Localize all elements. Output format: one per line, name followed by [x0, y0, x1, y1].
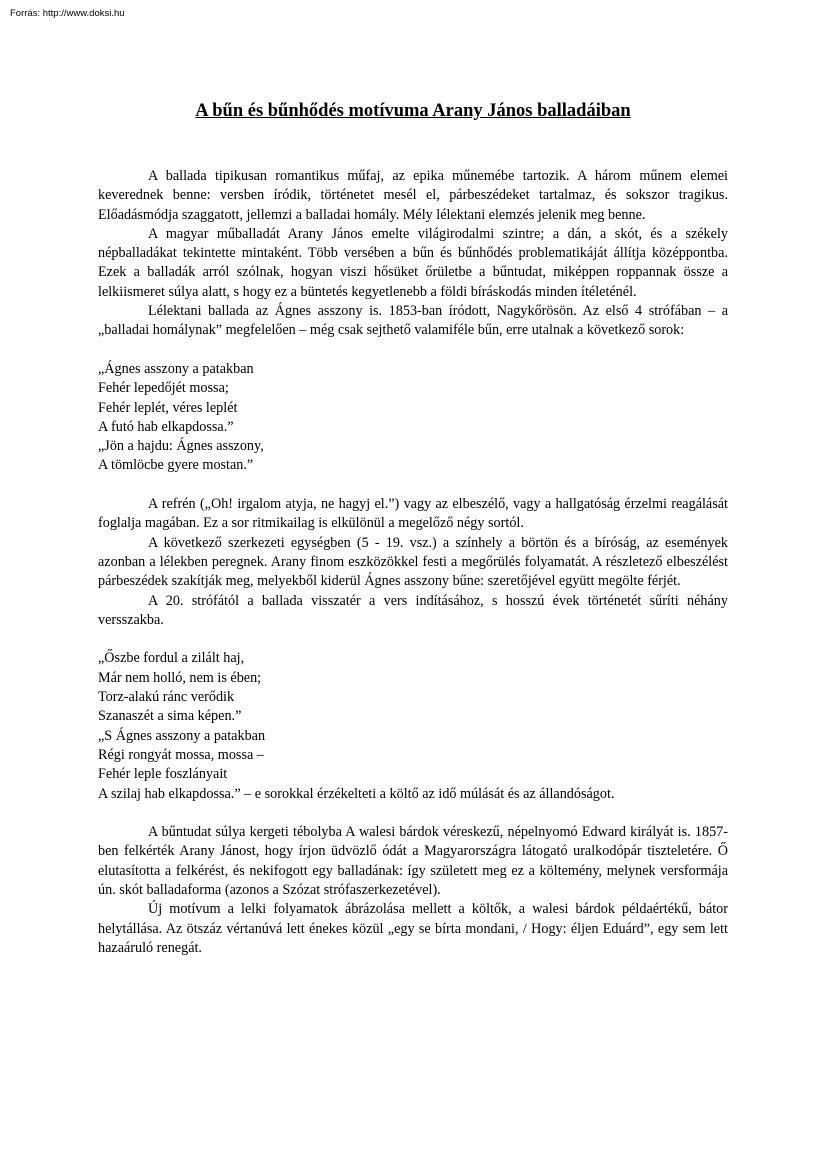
verse-line: Régi rongyát mossa, mossa – [98, 746, 264, 763]
verse-line: A futó hab elkapdossa.” [98, 418, 234, 435]
verse-line: Fehér leple foszlányait [98, 766, 228, 783]
paragraph: A ballada tipikusan romantikus műfaj, az epika műnemébe tartozik. A három műnem elemei keverednek benne: versben íródik, történetet mesél el, párbeszédeket tartalmaz, és sokszor tragikus. Előadásmódja szaggatott, jellemzi a balladai homály. Mély lélektani elemzés jelenik meg benne. [98, 168, 728, 223]
paragraph: A refrén („Oh! irgalom atyja, ne hagyj el.”) vagy az elbeszélő, vagy a hallgatóság érzelmi reagálását foglalja magában. Ez a sor ritmikailag is elkülönül a megelőző négy sortól. [98, 496, 728, 532]
document-title: A bűn és bűnhődés motívuma Arany János balladáiban [195, 101, 631, 121]
document-page [98, 99, 728, 958]
verse-line: „Őszbe fordul a zilált haj, [98, 650, 245, 667]
paragraph: A 20. strófától a ballada visszatér a vers indításához, s hosszú évek történetét sűríti néhány versszakba. [98, 592, 728, 628]
verse-line: Szanaszét a sima képen.” [98, 708, 242, 725]
verse-line: „Ágnes asszony a patakban [98, 360, 254, 377]
verse-line: Már nem holló, nem is ében; [98, 669, 262, 686]
verse-line: Fehér leplét, véres leplét [98, 399, 238, 416]
verse-line: Torz-alakú ránc verődik [98, 689, 235, 706]
paragraph: A következő szerkezeti egységben (5 - 19. vsz.) a színhely a börtön és a bíróság, az események azonban a lélekben peregnek. Arany finom eszközökkel festi a megőrülés folyamatát. A részletező elbeszélést párbeszédek szakítják meg, melyekből kiderül Ágnes asszony bűne: szeretőjével együtt megölte férjét. [98, 534, 728, 590]
verse-line: A szilaj hab elkapdossa.” – e sorokkal érzékelteti a költő az idő múlását és az állandóságot. [98, 785, 615, 802]
source-note: Forrás: http://www.doksi.hu [10, 8, 125, 19]
verse-line: „Jön a hajdu: Ágnes asszony, [98, 438, 264, 455]
verse-line: „S Ágnes asszony a patakban [98, 727, 266, 744]
verse-block [98, 360, 728, 476]
verse-block [98, 649, 728, 803]
paragraph: A magyar műballadát Arany János emelte világirodalmi szintre; a dán, a skót, és a székely népballadákat tekintette mintaként. Több versében a bűn és bűnhődés problematikáját állítja középpontba. Ezek a balladák arról szólnak, hogyan viszi hősüket őrületbe a bűntudat, miképpen roppannak össze a lelkiismeret súlya alatt, s hogy ez a büntetés kegyetlenebb a földi bíráskodás minden ítéleténél. [98, 225, 728, 300]
verse-line: Fehér lepedőjét mossa; [98, 380, 229, 397]
paragraph: A bűntudat súlya kergeti tébolyba A walesi bárdok véreskezű, népelnyomó Edward királyát is. 1857-ben felkérték Arany Jánost, hogy írjon üdvözlő ódát a Magyarországra látogató uralkodópár tiszteletére. Ő elutasította a felkérést, és nekifogott egy balladának: így született meg ez a költemény, melynek versformája ún. skót balladaforma (azonos a Szózat strófaszerkezetével). [98, 824, 728, 898]
paragraph: Lélektani ballada az Ágnes asszony is. 1853-ban íródott, Nagykőrösön. Az első 4 strófában – a „balladai homálynak” megfelelően – még csak sejthető valamiféle bűn, erre utalnak a következő sorok: [98, 303, 728, 339]
paragraph: Új motívum a lelki folyamatok ábrázolása mellett a költők, a walesi bárdok példaértékű, bátor helytállása. Az ötszáz vértanúvá lett énekes közül „egy se bírta mondani, / Hogy: éljen Eduárd”, egy sem lett hazaáruló renegát. [98, 901, 728, 956]
verse-line: A tömlöcbe gyere mostan.” [98, 457, 254, 474]
